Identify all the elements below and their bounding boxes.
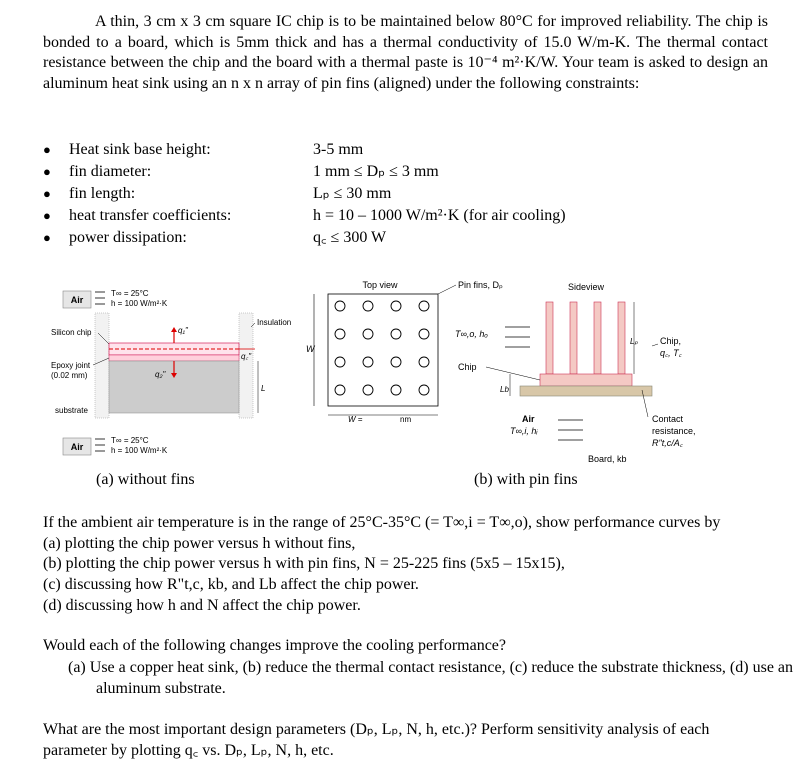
chip-power-temp-label: q꜀, T꜀ xyxy=(660,348,682,358)
question-2-text: Would each of the following changes improve the cooling performance? xyxy=(43,637,506,654)
figure-with-pin-fins xyxy=(300,272,725,472)
air-label-inner: Air xyxy=(522,414,535,424)
question-1-text: If the ambient air temperature is in the range of 25°C-35°C (= T∞,i = T∞,o), show performance curves by xyxy=(43,514,721,531)
inner-ambient-label: T∞,i, hᵢ xyxy=(510,426,538,436)
question-3-text: What are the most important design parameters (Dₚ, Lₚ, N, h, etc.)? Perform sensitivity analysis of each parameter by plotting q꜀ vs. Dₚ, Lₚ, N, h, etc. xyxy=(43,721,710,759)
figure-a-caption: (a) without fins xyxy=(96,471,195,488)
figure-without-fins xyxy=(43,275,303,470)
htc-bottom: h = 100 W/m²·K xyxy=(111,446,168,455)
constraint-value: Lₚ ≤ 30 mm xyxy=(313,185,392,202)
fins-sideview-icon xyxy=(546,302,625,374)
ambient-temp-bottom: T∞ = 25°C xyxy=(111,436,149,445)
htc-top: h = 100 W/m²·K xyxy=(111,299,168,308)
question-2-item: (a) Use a copper heat sink, (b) reduce the thermal contact resistance, (c) reduce the substrate thickness, (d) use an aluminum substrate. xyxy=(68,659,794,697)
board-label: Board, kb xyxy=(588,454,627,464)
flow-arrows-outer-icon xyxy=(505,327,530,347)
heat-flux-qc: q꜀" xyxy=(241,352,252,361)
chip-label-left: Chip xyxy=(458,362,477,372)
air-label-bottom: Air xyxy=(70,442,84,452)
epoxy-joint-label: Epoxy joint xyxy=(51,361,91,370)
question-1-item-b: (b) plotting the chip power versus h with pin fins, N = 25-225 fins (5x5 – 15x15), xyxy=(43,555,565,572)
constraint-value: 1 mm ≤ Dₚ ≤ 3 mm xyxy=(313,163,439,180)
question-1-item-d: (d) discussing how h and N affect the chip power. xyxy=(43,597,361,614)
pin-fins-label: Pin fins, Dₚ xyxy=(458,280,503,290)
heat-flux-q1: q₁" xyxy=(178,326,188,335)
heat-flux-q2: q₂" xyxy=(155,370,166,379)
constraint-label: heat transfer coefficients: xyxy=(69,207,232,224)
air-label-top: Air xyxy=(70,295,84,305)
constraint-label: fin length: xyxy=(69,185,136,202)
flow-arrows-inner-icon xyxy=(558,420,583,440)
silicon-chip-label: Silicon chip xyxy=(51,328,92,337)
constraint-value: h = 10 – 1000 W/m²·K (for air cooling) xyxy=(313,207,566,224)
figure-b-caption: (b) with pin fins xyxy=(474,471,578,488)
substrate-label: substrate xyxy=(55,406,88,415)
width-label-vertical: W xyxy=(306,344,315,354)
flow-arrows-bottom-icon xyxy=(95,439,105,451)
question-1-item-c: (c) discussing how R"t,c, kb, and Lb affect the chip power. xyxy=(43,576,419,593)
epoxy-thickness-label: (0.02 mm) xyxy=(51,371,88,380)
contact-resistance-label-3: R"t,c/A꜀ xyxy=(652,438,683,448)
constraint-value: 3-5 mm xyxy=(313,141,364,158)
nm-label: nm xyxy=(400,415,412,424)
outer-ambient-label: T∞,o, hₒ xyxy=(455,329,488,339)
substrate-length-label: L xyxy=(261,384,266,393)
fin-length-label: Lₚ xyxy=(630,337,638,346)
contact-resistance-label-1: Contact xyxy=(652,414,684,424)
top-view-label: Top view xyxy=(362,280,398,290)
constraint-value: q꜀ ≤ 300 W xyxy=(313,229,387,246)
constraint-label: power dissipation: xyxy=(69,229,187,246)
contact-resistance-label-2: resistance, xyxy=(652,426,696,436)
constraint-label: fin diameter: xyxy=(69,163,152,180)
constraint-label: Heat sink base height: xyxy=(69,141,211,158)
insulation-label: Insulation xyxy=(257,318,292,327)
chip-label-right: Chip, xyxy=(660,336,682,346)
width-eq-label: W = xyxy=(348,415,363,424)
question-1-item-a: (a) plotting the chip power versus h without fins, xyxy=(43,535,356,552)
intro-paragraph: A thin, 3 cm x 3 cm square IC chip is to be maintained below 80°C for improved reliability. The chip is bonded to a board, which is 5mm thick and has a thermal conductivity of 15.0 W/m-K. The thermal contact resistance between the chip and the board with a thermal paste is 10⁻⁴ m²·K/W. Your team is asked to design an aluminum heat sink using an n x n array of pin fins (aligned) under the following constraints: xyxy=(43,13,768,92)
ambient-temp-top: T∞ = 25°C xyxy=(111,289,149,298)
base-length-label: Lb xyxy=(500,385,509,394)
flow-arrows-top-icon xyxy=(95,292,105,304)
sideview-label: Sideview xyxy=(568,282,605,292)
